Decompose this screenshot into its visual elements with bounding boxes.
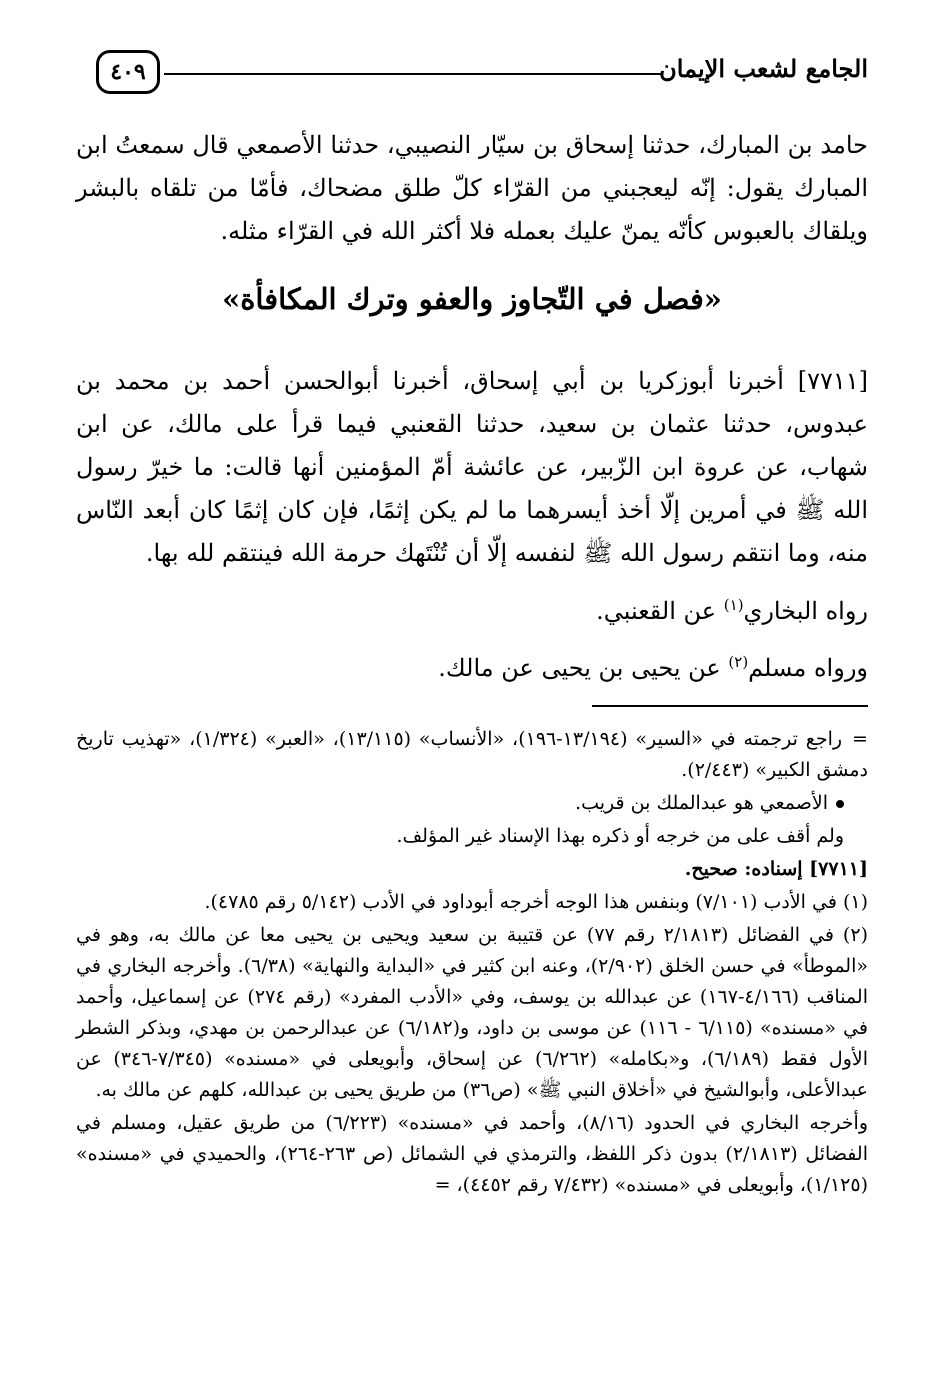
page-number: ٤٠٩ [96,50,160,94]
narration-muslim-before: ورواه مسلم [748,654,868,682]
footnote-note: ولم أقف على من خرجه أو ذكره بهذا الإسناد غير المؤلف. [396,825,844,847]
footnote-separator [592,705,868,707]
continuation-mark: = [852,728,868,750]
narration-bukhari [76,590,868,626]
footnote-2-continued: وأخرجه البخاري في الحدود (٨/١٦)، وأحمد في «مسنده» (٦/٢٢٣) من طريق عقيل، ومسلم في الفضائل (٢/١٨١٣) بدون ذكر اللفظ، والترمذي في الشمائل (ص ٢٦٣-٢٦٤)، والحميدي في «مسنده» (١/١٢٥)، وأبويعلى في «مسنده» (٧/٤٣٢ رقم ٤٤٥٢)، = [76,1112,869,1196]
narration-bukhari-before: رواه البخاري [743,597,868,625]
bullet-text: الأصمعي هو عبدالملك بن قريب. [575,792,828,814]
hadith-number: [٧٧١١] [797,367,868,395]
hadith-paragraph [76,360,868,575]
narration-muslim-after: عن يحيى بن يحيى عن مالك. [438,654,721,682]
book-title: الجامع لشعب الإيمان [659,54,868,83]
running-header [96,46,868,100]
isnad-grade: [٧٧١١] إسناده: صحيح. [684,858,868,880]
section-heading: «فصل في التّجاوز والعفو وترك المكافأة» [222,282,722,316]
header-rule [164,73,662,75]
footnote-ref-1: (١) [723,596,744,614]
hadith-text: أخبرنا أبوزكريا بن أبي إسحاق، أخبرنا أبوالحسن أحمد بن محمد بن عبدوس، حدثنا عثمان بن سعيد، حدثنا القعنبي فيما قرأ على مالك، عن ابن شهاب، عن عروة ابن الزّبير، عن عائشة أمّ المؤمنين أنها قالت: ما خيرّ رسول الله ﷺ في أمرين إلّا أخذ أيسرهما ما لم يكن إثمًا، فإن كان إثمًا كان أبعد النّاس منه، وما انتقم رسول الله ﷺ لنفسه إلّا أن تُنْتَهك حرمة الله فينتقم لله بها. [76,367,868,567]
footnote-1: (١) في الأدب (٧/١٠١) وبنفس هذا الوجه أخرجه أبوداود في الأدب (٥/١٤٢ رقم ٤٧٨٥). [204,891,868,913]
paragraph-continuation: حامد بن المبارك، حدثنا إسحاق بن سيّار النصيبي، حدثنا الأصمعي قال سمعتُ ابن المبارك يقول: إنّه ليعجبني من القرّاء كلّ طلق مضحاك، فأمّا من تلقاه بالبشر ويلقاك بالعبوس كأنّه يمنّ عليك بعمله فلا أكثر الله في القرّاء مثله. [76,131,868,245]
narration-muslim [76,647,868,683]
footnotes-section [76,724,868,1203]
footnote-ref-2: (٢) [728,653,749,671]
narration-bukhari-after: عن القعنبي. [596,597,717,625]
footnote-2: (٢) في الفضائل (٢/١٨١٣ رقم ٧٧) عن قتيبة بن سعيد ويحيى بن يحيى معا عن مالك به، وهو في «الموطأ» في حسن الخلق (٢/٩٠٢)، وعنه ابن كثير في «البداية والنهاية» (٦/٣٨). وأخرجه البخاري في المناقب (٤/١٦٦-١٦٧) عن عبدالله بن يوسف، وفي «الأدب المفرد» (رقم ٢٧٤) عن إسماعيل، وأحمد في «مسنده» (٦/١١٥ - ١١٦) عن موسى بن داود، و(٦/١٨٢) عن عبدالرحمن بن مهدي، وبذكر الشطر الأول فقط (٦/١٨٩)، و«بكامله» (٦/٢٦٢) عن إسحاق، وأبويعلى في «مسنده» (٧/٣٤٥-٣٤٦) عن عبدالأعلى، وأبوالشيخ في «أخلاق النبي ﷺ» (ص٣٦) من طريق يحيى بن عبدالله، كلهم عن مالك به. [76,924,868,1101]
footnote-bullet-item [76,788,868,819]
footnote-continuation [76,724,868,786]
bullet-icon [836,800,844,808]
continuation-text: راجع ترجمته في «السير» (١٣/١٩٤-١٩٦)، «الأنساب» (١٣/١١٥)، «العبر» (١/٣٢٤)، «تهذيب تاريخ دمشق الكبير» (٢/٤٤٣). [76,728,868,781]
